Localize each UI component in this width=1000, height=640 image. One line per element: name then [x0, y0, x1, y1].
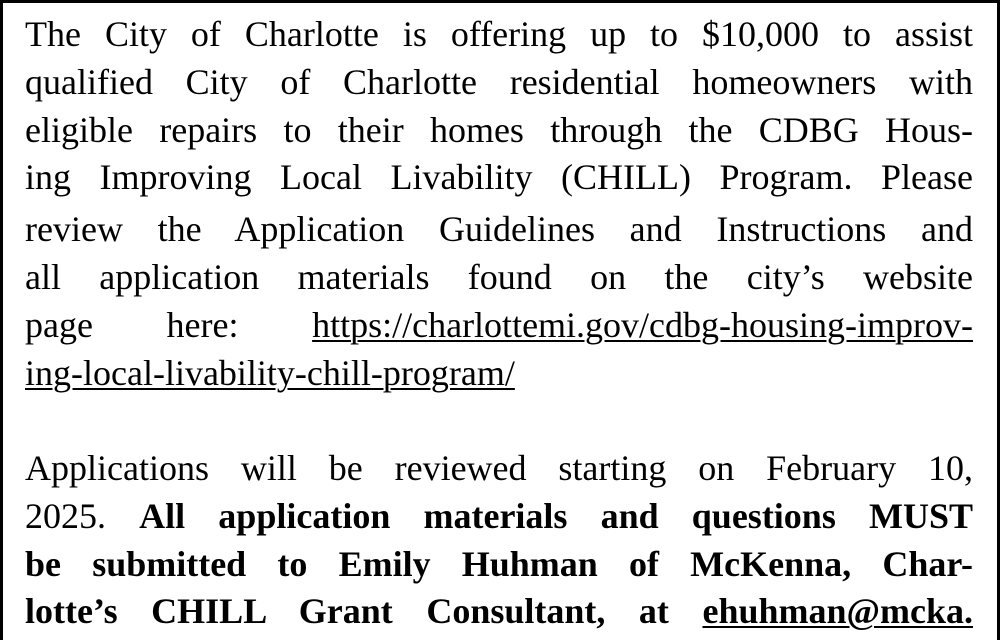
paragraph-1-line-8: [25, 351, 973, 395]
chill-program-link-continued[interactable]: ing-local-livability-chill-program/: [25, 353, 515, 393]
paragraph-1-line-1: The City of Charlotte is offering up to $10,000 to assist: [25, 14, 973, 54]
paragraph-1-line-7: [25, 303, 973, 347]
paragraph-2-line-3: be submitted to Emily Huhman of McKenna, Char-: [25, 544, 973, 584]
page-here-label: page here:: [25, 305, 313, 345]
consultant-email-link[interactable]: ehuhman@mcka.: [702, 591, 973, 631]
chill-program-link[interactable]: https://charlottemi.gov/cdbg-housing-improv-: [312, 305, 973, 345]
paragraph-2-line-1: Applications will be reviewed starting on February 10,: [25, 448, 973, 488]
consultant-text: lotte’s CHILL Grant Consultant, at: [25, 591, 703, 631]
paragraph-1-line-6: all application materials found on the city’s website: [25, 257, 973, 297]
year-text: 2025.: [25, 496, 140, 536]
paragraph-2-line-2: [25, 494, 973, 538]
paragraph-2-line-4: [25, 589, 973, 633]
paragraph-1-line-5: review the Application Guidelines and Instructions and: [25, 209, 973, 249]
paragraph-1-line-3: eligible repairs to their homes through the CDBG Hous-: [25, 110, 973, 150]
submission-instruction: All application materials and questions MUST: [139, 496, 974, 536]
paragraph-1-line-4: ing Improving Local Livability (CHILL) Program. Please: [25, 157, 973, 197]
paragraph-1-line-2: qualified City of Charlotte residential homeowners with: [25, 62, 973, 102]
